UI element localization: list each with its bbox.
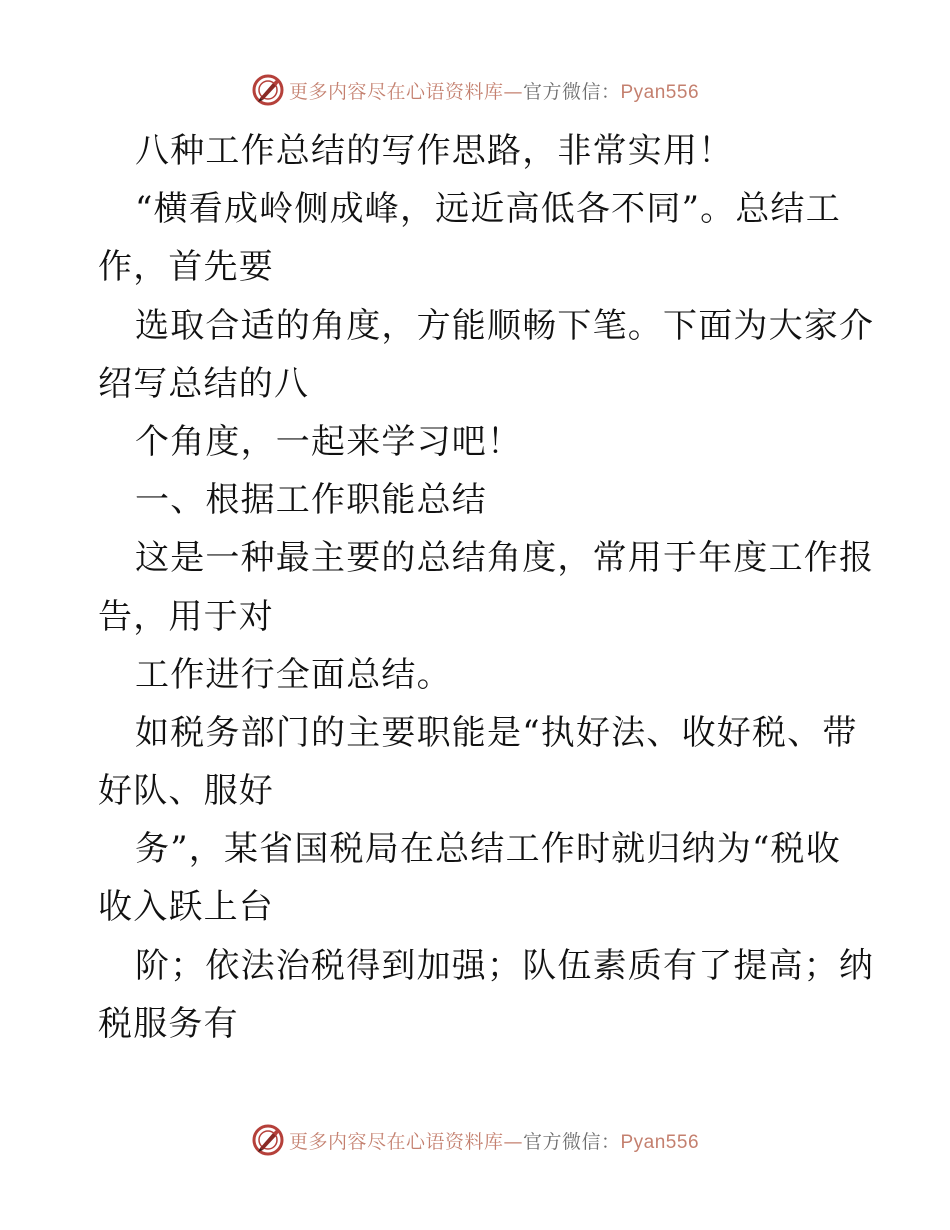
text-line: 好队、服好 bbox=[98, 771, 274, 812]
header-banner-wechat-id: Pyan556 bbox=[620, 81, 700, 103]
text-line: 税服务有 bbox=[98, 1003, 239, 1044]
footer-banner bbox=[0, 1120, 950, 1160]
text-line: 工作进行全面总结。 bbox=[135, 654, 452, 695]
document-body bbox=[98, 122, 875, 1053]
header-banner bbox=[0, 70, 950, 110]
footer-banner-main: 更多内容尽在心语资料库 bbox=[288, 1130, 504, 1153]
footer-banner-wechat-label: 官方微信： bbox=[522, 1130, 621, 1153]
text-line: 如税务部门的主要职能是“执好法、收好税、带 bbox=[135, 712, 858, 753]
text-line: 绍写总结的八 bbox=[98, 363, 310, 404]
section-heading: 一、根据工作职能总结 bbox=[135, 480, 487, 521]
text-line: 个角度，一起来学习吧！ bbox=[135, 421, 523, 462]
text-line: 作，首先要 bbox=[98, 247, 274, 288]
footer-banner-dash: — bbox=[503, 1130, 523, 1153]
footer-banner-text bbox=[289, 1127, 699, 1154]
header-banner-text bbox=[289, 77, 699, 104]
text-line: 告，用于对 bbox=[98, 596, 274, 637]
header-banner-dash: — bbox=[503, 80, 523, 103]
text-line: 这是一种最主要的总结角度，常用于年度工作报 bbox=[135, 538, 875, 579]
footer-banner-wechat-id: Pyan556 bbox=[620, 1131, 700, 1153]
document-title: 八种工作总结的写作思路，非常实用！ bbox=[135, 131, 734, 171]
pen-circle-logo-icon bbox=[251, 73, 285, 107]
text-line: “横看成岭侧成峰，远近高低各不同”。总结工 bbox=[135, 189, 841, 230]
header-banner-wechat-label: 官方微信： bbox=[522, 80, 621, 103]
text-line: 收入跃上台 bbox=[98, 887, 274, 928]
text-line: 阶；依法治税得到加强；队伍素质有了提高；纳 bbox=[135, 945, 875, 986]
header-banner-main: 更多内容尽在心语资料库 bbox=[288, 80, 504, 103]
pen-circle-logo-icon bbox=[251, 1123, 285, 1157]
text-line: 务”，某省国税局在总结工作时就归纳为“税收 bbox=[135, 829, 841, 870]
text-line: 选取合适的角度，方能顺畅下笔。下面为大家介 bbox=[135, 305, 875, 346]
